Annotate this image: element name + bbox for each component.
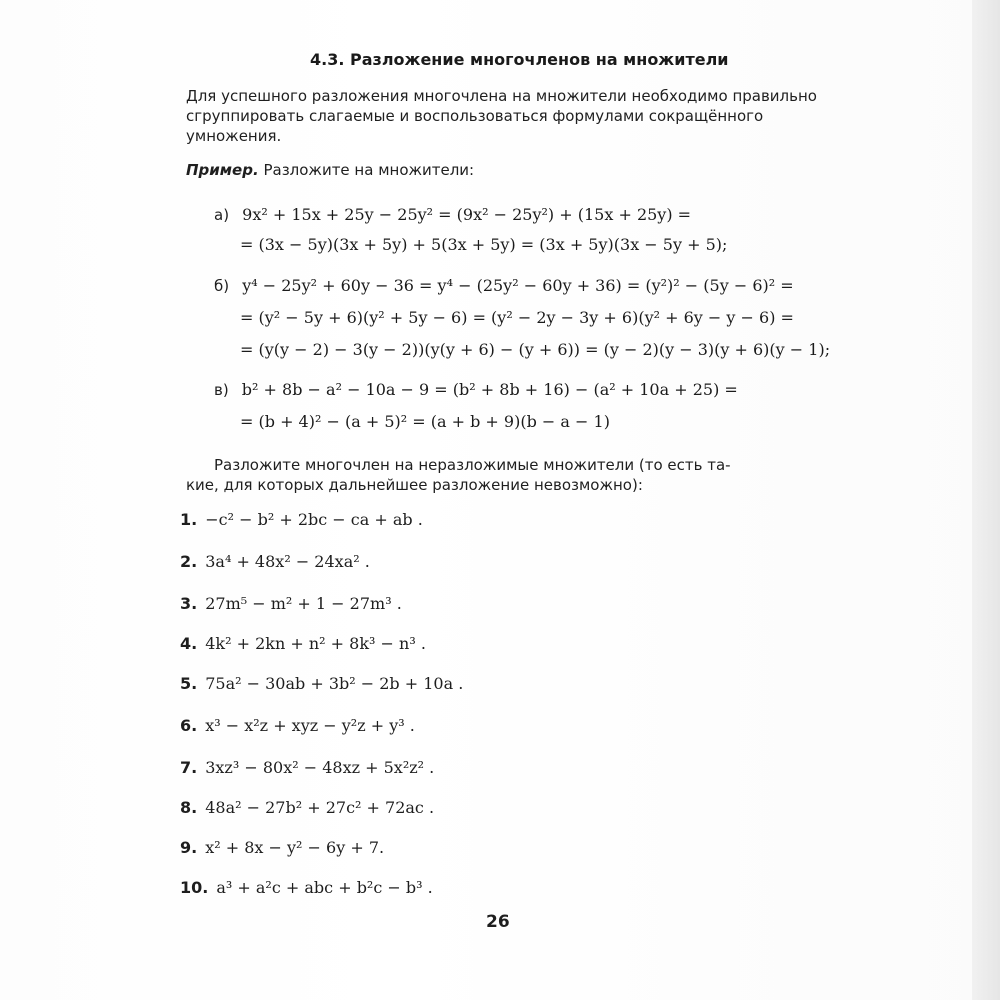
example-item-label: б) — [214, 277, 230, 295]
example-item-c — [214, 380, 738, 399]
task-expression: 75a² − 30ab + 3b² − 2b + 10a . — [205, 674, 464, 693]
task-number: 3. — [180, 594, 198, 613]
task-expression: a³ + a²c + abc + b²c − b³ . — [216, 878, 433, 897]
task-item — [180, 552, 370, 571]
task-expression: 3a⁴ + 48x² − 24xa² . — [205, 552, 370, 571]
task-number: 7. — [180, 758, 198, 777]
intro-paragraph: Для успешного разложения многочлена на множители необходимо правильно сгруппировать слагаемые и воспользоваться формулами сокращённого умножения. — [186, 87, 817, 145]
task-expression: 27m⁵ − m² + 1 − 27m³ . — [205, 594, 402, 613]
example-item-label: а) — [214, 206, 230, 224]
task-expression: 3xz³ − 80x² − 48xz + 5x²z² . — [205, 758, 435, 777]
task-expression: x³ − x²z + xyz − y²z + y³ . — [205, 716, 415, 735]
example-item-line: = (y² − 5y + 6)(y² + 5y − 6) = (y² − 2y − 3y + 6)(y² + 6y − y − 6) = — [240, 308, 794, 327]
task-expression: 48a² − 27b² + 27c² + 72ac . — [205, 798, 435, 817]
example-label: Пример. — [186, 161, 259, 179]
task-number: 6. — [180, 716, 198, 735]
task-expression: x² + 8x − y² − 6y + 7. — [205, 838, 385, 857]
example-item-a — [214, 205, 691, 224]
task-item — [180, 594, 402, 613]
task-number: 2. — [180, 552, 198, 571]
example-item-b — [214, 276, 794, 295]
task-item — [180, 634, 426, 653]
example-text: Разложите на множители: — [263, 161, 475, 179]
example-item-line: = (b + 4)² − (a + 5)² = (a + b + 9)(b − a − 1) — [240, 412, 610, 431]
page-edge-shadow — [972, 0, 1000, 1000]
task-intro-line: Разложите многочлен на неразложимые множители (то есть та- — [214, 456, 731, 474]
example-item-line: 9x² + 15x + 25y − 25y² = (9x² − 25y²) + (15x + 25y) = — [242, 205, 692, 224]
example-heading — [186, 160, 474, 180]
task-intro-line: кие, для которых дальнейшее разложение невозможно): — [186, 476, 643, 494]
task-item — [180, 674, 463, 693]
task-number: 5. — [180, 674, 198, 693]
example-item-line: b² + 8b − a² − 10a − 9 = (b² + 8b + 16) − (a² + 10a + 25) = — [241, 380, 738, 399]
task-expression: 4k² + 2kn + n² + 8k³ − n³ . — [205, 634, 426, 653]
example-item-line: = (y(y − 2) − 3(y − 2))(y(y + 6) − (y + 6)) = (y − 2)(y − 3)(y + 6)(y − 1); — [240, 340, 831, 359]
task-item — [180, 878, 433, 897]
task-expression: −c² − b² + 2bc − ca + ab . — [205, 510, 423, 529]
task-item — [180, 716, 415, 735]
page-number: 26 — [486, 912, 510, 932]
section-title: 4.3. Разложение многочленов на множители — [310, 50, 729, 69]
example-item-line: y⁴ − 25y² + 60y − 36 = y⁴ − (25y² − 60y + 36) = (y²)² − (5y − 6)² = — [242, 276, 794, 295]
task-item — [180, 510, 423, 529]
task-number: 8. — [180, 798, 198, 817]
task-number: 9. — [180, 838, 198, 857]
task-item — [180, 798, 434, 817]
task-number: 4. — [180, 634, 198, 653]
task-item — [180, 838, 384, 857]
task-item — [180, 758, 434, 777]
example-item-line: = (3x − 5y)(3x + 5y) + 5(3x + 5y) = (3x + 5y)(3x − 5y + 5); — [240, 235, 728, 254]
task-number: 10. — [180, 878, 209, 897]
example-item-label: в) — [214, 381, 229, 399]
task-number: 1. — [180, 510, 198, 529]
